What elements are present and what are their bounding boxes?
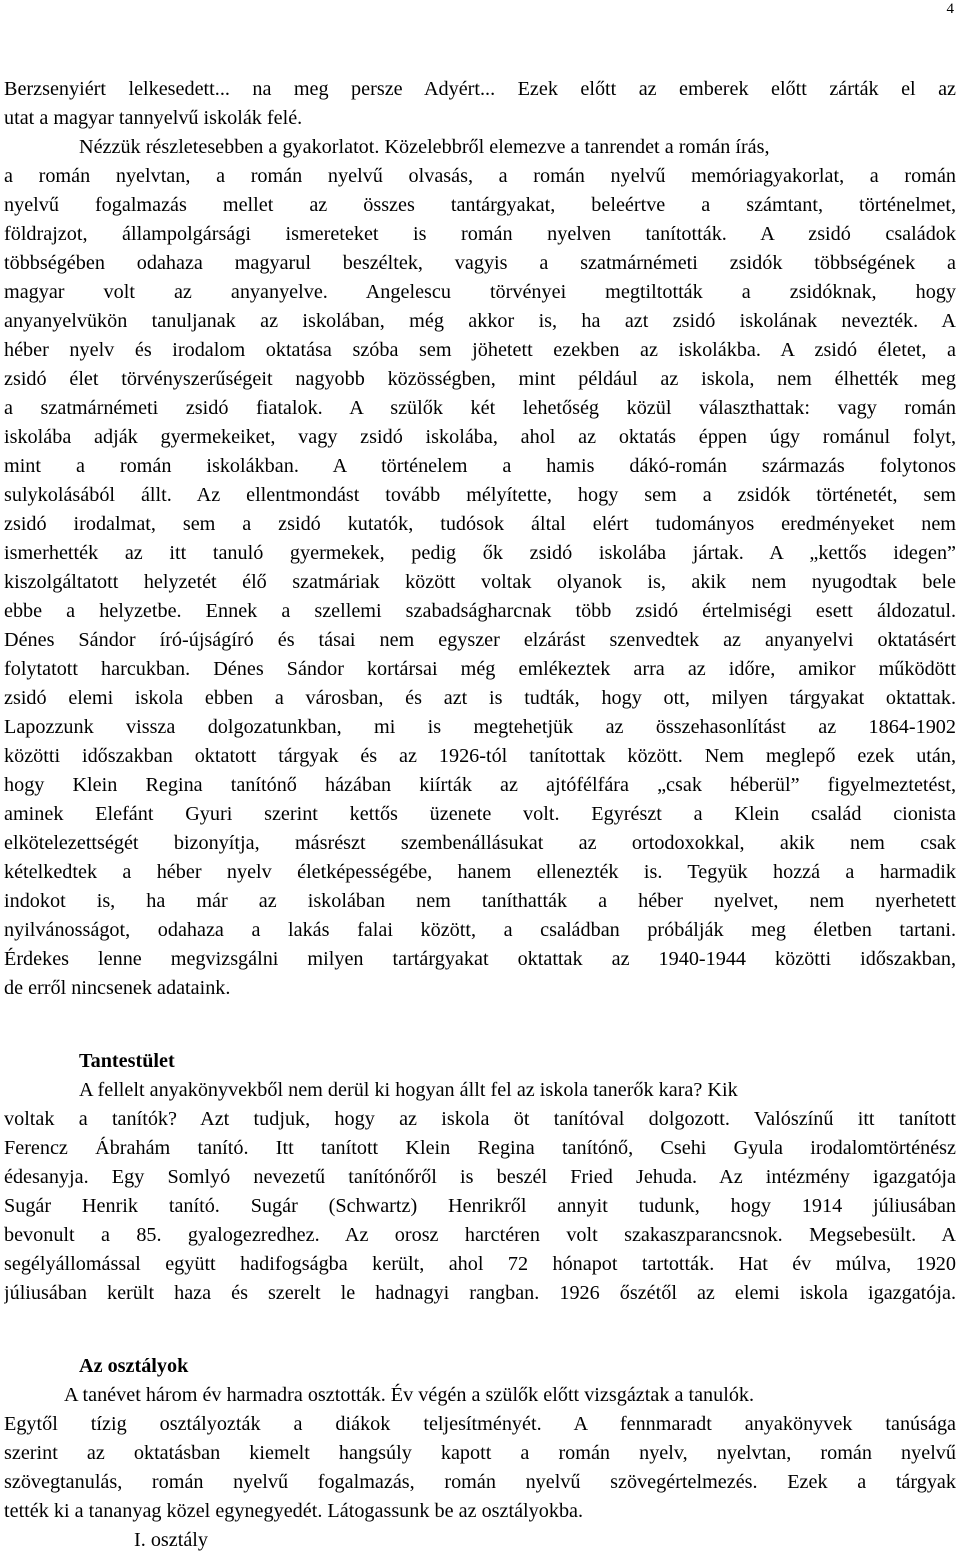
paragraph-line: ismerhették az itt tanuló gyermekek, pedig ők zsidó iskolába jártak. A „kettős idegen”: [4, 542, 956, 564]
paragraph-line: tették ki a tananyag közel egynegyedét. Látogassunk be az osztályokba.: [4, 1500, 584, 1522]
paragraph-line: zsidó elemi iskola ebben a városban, és azt is tudták, hogy ott, milyen tárgyakat oktattak.: [4, 687, 956, 709]
paragraph-line: folytatott harcukban. Dénes Sándor kortársai még emlékeztek arra az időre, amikor működött: [4, 658, 956, 680]
paragraph-line: többségében odahaza magyarul beszéltek, vagyis a szatmárnémeti zsidók többségének a: [4, 252, 956, 274]
paragraph-line: segélyállomással együtt hadifogságba került, ahol 72 hónapot tartották. Hat év múlva, 1920: [4, 1253, 956, 1275]
paragraph-line: Dénes Sándor író-újságíró és tásai nem egyszer elzárást szenvedtek az anyanyelvi oktatásért: [4, 629, 956, 651]
spacer: [4, 1032, 956, 1047]
paragraph-line: Ferencz Ábrahám tanító. Itt tanított Klein Regina tanítónő, Csehi Gyula irodalomtörténész: [4, 1137, 956, 1159]
paragraph-line: a szatmárnémeti zsidó fiatalok. A szülők két lehetőség közül választhattak: vagy román: [4, 397, 956, 419]
paragraph-line: utat a magyar tannyelvű iskolák felé.: [4, 107, 303, 129]
paragraph-line: hogy Klein Regina tanítónő házában kiírták az ajtófélfára „csak héberül” figyelmeztetést,: [4, 774, 956, 796]
paragraph-line: Berzsenyiért lelkesedett... na meg persze Adyért... Ezek előtt az emberek előtt zárták el az: [4, 78, 956, 100]
paragraph-line: szerint az oktatásban kiemelt hangsúly kapott a román nyelv, nyelvtan, román nyelvű: [4, 1442, 956, 1464]
paragraph-line: indokot is, ha már az iskolában nem taníthatták a héber nyelvet, nem nyerhetett: [4, 890, 956, 912]
paragraph-line: héber nyelv és irodalom oktatása szóba sem jöhetett ezekben az iskolákba. A zsidó életet, a: [4, 339, 956, 361]
paragraph-line: nyilvánosságot, odahaza a lakás falai között, a családban próbálják meg életben tartani.: [4, 919, 956, 941]
paragraph-line: voltak a tanítók? Azt tudjuk, hogy az iskola öt tanítóval dolgozott. Valószínű itt tanított: [4, 1108, 956, 1130]
spacer: [4, 1003, 956, 1032]
paragraph-line: sulykolásából állt. Az ellentmondást tovább mélyítette, hogy sem a zsidók történetét, sem: [4, 484, 956, 506]
paragraph-line: Egytől tízig osztályozták a diákok teljesítményét. A fennmaradt anyakönyvek tanúsága: [4, 1413, 956, 1435]
paragraph-line: A tanévet három év harmadra osztották. Év végén a szülők előtt vizsgáztak a tanulók.: [64, 1384, 755, 1406]
paragraph-line: édesanyja. Egy Somlyó nevezetű tanítónőről is beszél Fried Jehuda. Az intézmény igazgatója: [4, 1166, 956, 1188]
paragraph-line: de erről nincsenek adataink.: [4, 977, 231, 999]
paragraph-line: bevonult a 85. gyalogezredhez. Az orosz harctéren volt szakaszparancsnok. Megsebesült. A: [4, 1224, 956, 1246]
section-heading-osztalyok: Az osztályok: [79, 1355, 189, 1377]
paragraph-line: földrajzot, állampolgársági ismereteket is román nyelven tanították. A zsidó családok: [4, 223, 956, 245]
paragraph-line: aminek Elefánt Gyuri szerint kettős üzenete volt. Egyrészt a Klein család cionista: [4, 803, 956, 825]
paragraph-line: Nézzük részletesebben a gyakorlatot. Közelebbről elemezve a tanrendet a román írás,: [79, 136, 770, 158]
paragraph-line: ebbe a helyzetbe. Ennek a szellemi szabadságharcnak több zsidó értelmiségi esett áldozatul.: [4, 600, 956, 622]
document-body: [4, 75, 956, 1555]
paragraph-line: magyar volt az anyanyelve. Angelescu törvényei megtiltották a zsidóknak, hogy: [4, 281, 956, 303]
page-number: 4: [946, 1, 954, 17]
paragraph-line: szövegtanulás, román nyelvű fogalmazás, román nyelvű szövegértelmezés. Ezek a tárgyak: [4, 1471, 956, 1493]
paragraph-line: zsidó élet törvényszerűségeit nagyobb közösségben, mint például az iskola, nem élhették meg: [4, 368, 956, 390]
paragraph-line: Lapozzunk vissza dolgozatunkban, mi is megtehetjük az összehasonlítást az 1864-1902: [4, 716, 956, 738]
paragraph-line: a román nyelvtan, a román nyelvű olvasás, a román nyelvű memóriagyakorlat, a román: [4, 165, 956, 187]
paragraph-line: Érdekes lenne megvizsgálni milyen tartárgyakat oktattak az 1940-1944 közötti időszakban,: [4, 948, 956, 970]
section-heading-tantestulet: Tantestület: [79, 1050, 175, 1072]
spacer: [4, 1308, 956, 1337]
paragraph-line: zsidó irodalmat, sem a zsidó kutatók, tudósok által elért tudományos eredményeket nem: [4, 513, 956, 535]
spacer: [4, 1337, 956, 1352]
paragraph-line: közötti időszakban oktatott tárgyak és az 1926-tól tanítottak között. Nem meglepő ezek után,: [4, 745, 956, 767]
subheading-class-one: I. osztály: [134, 1529, 208, 1551]
paragraph-line: nyelvű fogalmazás mellet az összes tantárgyakat, beleértve a számtant, történelmet,: [4, 194, 956, 216]
paragraph-line: A fellelt anyakönyvekből nem derül ki hogyan állt fel az iskola tanerők kara? Kik: [79, 1079, 738, 1101]
paragraph-line: elkötelezettségét bizonyítja, másrészt szembenállásukat az ortodoxokkal, akik nem csak: [4, 832, 956, 854]
paragraph-line: anyanyelvükön tanuljanak az iskolában, még akkor is, ha azt zsidó iskolának nevezték. A: [4, 310, 956, 332]
paragraph-line: mint a román iskolákban. A történelem a hamis dákó-román származás folytonos: [4, 455, 956, 477]
paragraph-line: kiszolgáltatott helyzetét élő szatmáriak között voltak olyanok is, akik nem nyugodtak bele: [4, 571, 956, 593]
paragraph-line: júliusában került haza és szerelt le hadnagyi rangban. 1926 őszétől az elemi iskola igazgatója.: [4, 1282, 956, 1304]
paragraph-line: iskolába adják gyermekeiket, vagy zsidó iskolába, ahol az oktatás éppen úgy románul folyt,: [4, 426, 956, 448]
paragraph-line: Sugár Henrik tanító. Sugár (Schwartz) Henrikről annyit tudunk, hogy 1914 júliusában: [4, 1195, 956, 1217]
paragraph-line: kételkedtek a héber nyelv életképességébe, hanem ellenezték is. Tegyük hozzá a harmadik: [4, 861, 956, 883]
